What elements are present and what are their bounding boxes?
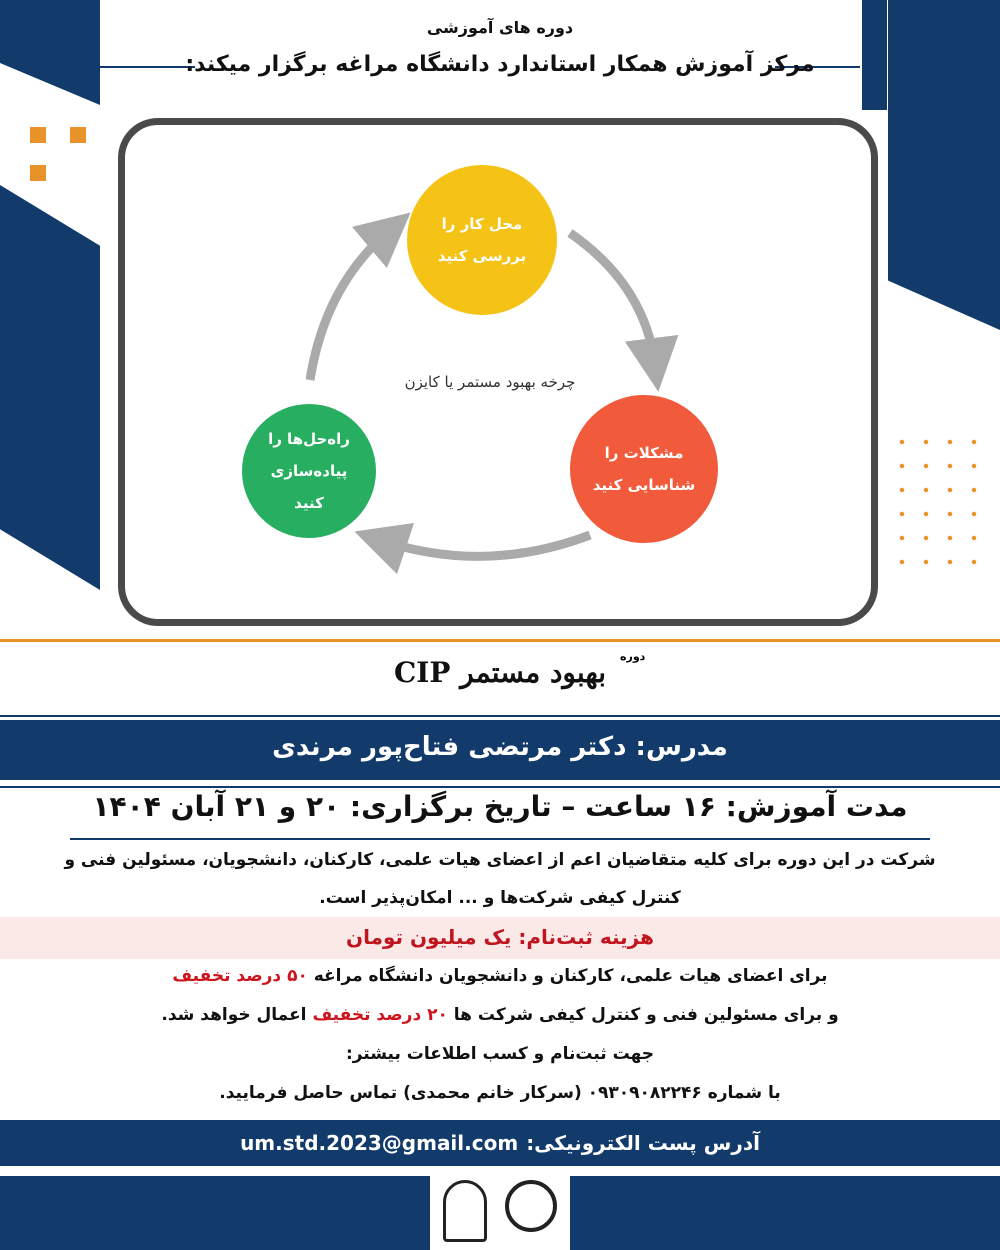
divider xyxy=(0,786,1000,788)
header-subtitle: دوره های آموزشی xyxy=(426,18,574,37)
cycle-center-label: چرخه بهبود مستمر یا کایزن xyxy=(404,373,576,391)
header-title: مرکز آموزش همکار استاندارد دانشگاه مراغه برگزار میکند: xyxy=(185,52,815,77)
step-circle-identify: مشکلات را شناسایی کنید xyxy=(570,395,718,543)
contact-phone: با شماره ۰۹۳۰۹۰۸۲۲۴۶ (سرکار خانم محمدی) تماس حاصل فرمایید. xyxy=(219,1083,781,1103)
orange-divider xyxy=(0,639,1000,642)
orange-dots xyxy=(890,430,990,570)
step-circle-review: محل کار را بررسی کنید xyxy=(407,165,557,315)
registration-fee: هزینه ثبت‌نام: یک میلیون تومان xyxy=(346,925,654,949)
divider xyxy=(70,838,930,840)
course-title: بهبود مستمر CIP xyxy=(393,656,607,689)
email-address[interactable]: um.std.2023@gmail.com xyxy=(240,1131,519,1155)
eligibility-line-2: کنترل کیفی شرکت‌ها و ... امکان‌پذیر است. xyxy=(319,888,681,908)
instructor-name: مدرس: دکتر مرتضی فتاح‌پور مرندی xyxy=(272,732,728,762)
schedule: مدت آموزش: ۱۶ ساعت – تاریخ برگزاری: ۲۰ و ۲۱ آبان ۱۴۰۴ xyxy=(92,790,908,823)
kaizen-diagram xyxy=(118,118,878,626)
contact-intro: جهت ثبت‌نام و کسب اطلاعات بیشتر: xyxy=(345,1044,655,1064)
discount-line-2: و برای مسئولین فنی و کنترل کیفی شرکت ها ۲۰ درصد تخفیف اعمال خواهد شد. xyxy=(161,1005,839,1025)
email-label: آدرس پست الکترونیکی: xyxy=(526,1131,760,1155)
left-navy-shape xyxy=(0,185,100,590)
step-circle-implement: راه‌حل‌ها را پیاده‌سازی کنید xyxy=(242,404,376,538)
right-navy-shape-top xyxy=(888,0,1000,330)
discount-line-1: برای اعضای هیات علمی، کارکنان و دانشجویان دانشگاه مراغه ۵۰ درصد تخفیف xyxy=(172,966,828,986)
standard-center-logo xyxy=(505,1180,557,1232)
eligibility-line-1: شرکت در این دوره برای کلیه متقاضیان اعم از اعضای هیات علمی، کارکنان، دانشجویان، مسئولین فنی و xyxy=(64,850,936,870)
divider xyxy=(0,715,1000,717)
university-logo xyxy=(443,1180,487,1242)
course-prefix: دوره xyxy=(620,650,646,663)
email-band xyxy=(0,1120,1000,1166)
